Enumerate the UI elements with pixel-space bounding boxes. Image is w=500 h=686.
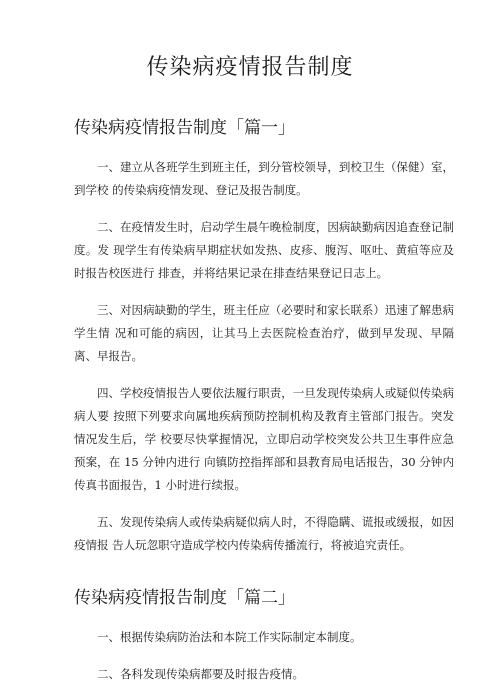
paragraph: 四、学校疫情报告人要依法履行职责，一旦发现传染病人或疑似传染病病人要 按照下列要求向属地疾病预防控制机构及教育主管部门报告。突发情况发生后，学 校要尽快掌握情况，立即启动学校突发公共卫生事件应急预案，在 15 分钟内进行 向镇防控指挥部和县教育局电话报告，30 分钟内传真书面报告，1 小时进行续报。 (74, 386, 454, 492)
paragraph: 一、建立从各班学生到班主任，到分管校领导，到校卫生（保健）室，到学校 的传染病疫情发现、登记及报告制度。 (74, 160, 454, 197)
document-title: 传染病疫情报告制度 (146, 55, 354, 80)
paragraph: 二、在疫情发生时，启动学生晨午晚检制度，因病缺勤病因追查登记制度。发 现学生有传染病早期症状如发热、皮疹、腹泻、呕吐、黄疸等应及时报告校医进行 排查，并将结果记录在排查结果登记日志上。 (74, 220, 454, 280)
section-heading-1: 传染病疫情报告制度「篇一」 (74, 118, 295, 138)
paragraph: 二、各科发现传染病都要及时报告疫情。 (97, 667, 304, 681)
paragraph: 三、对因病缺勤的学生，班主任应（必要时和家长联系）迅速了解患病学生情 况和可能的病因，让其马上去医院检查治疗，做到早发现、早隔离、早报告。 (74, 303, 454, 363)
paragraph: 五、发现传染病人或传染病疑似病人时，不得隐瞒、谎报或缓报，如因疫情报 告人玩忽职守造成学校内传染病传播流行，将被追究责任。 (74, 515, 454, 552)
paragraph: 一、根据传染病防治法和本院工作实际制定本制度。 (97, 630, 362, 644)
section-heading-2: 传染病疫情报告制度「篇二」 (74, 588, 295, 608)
